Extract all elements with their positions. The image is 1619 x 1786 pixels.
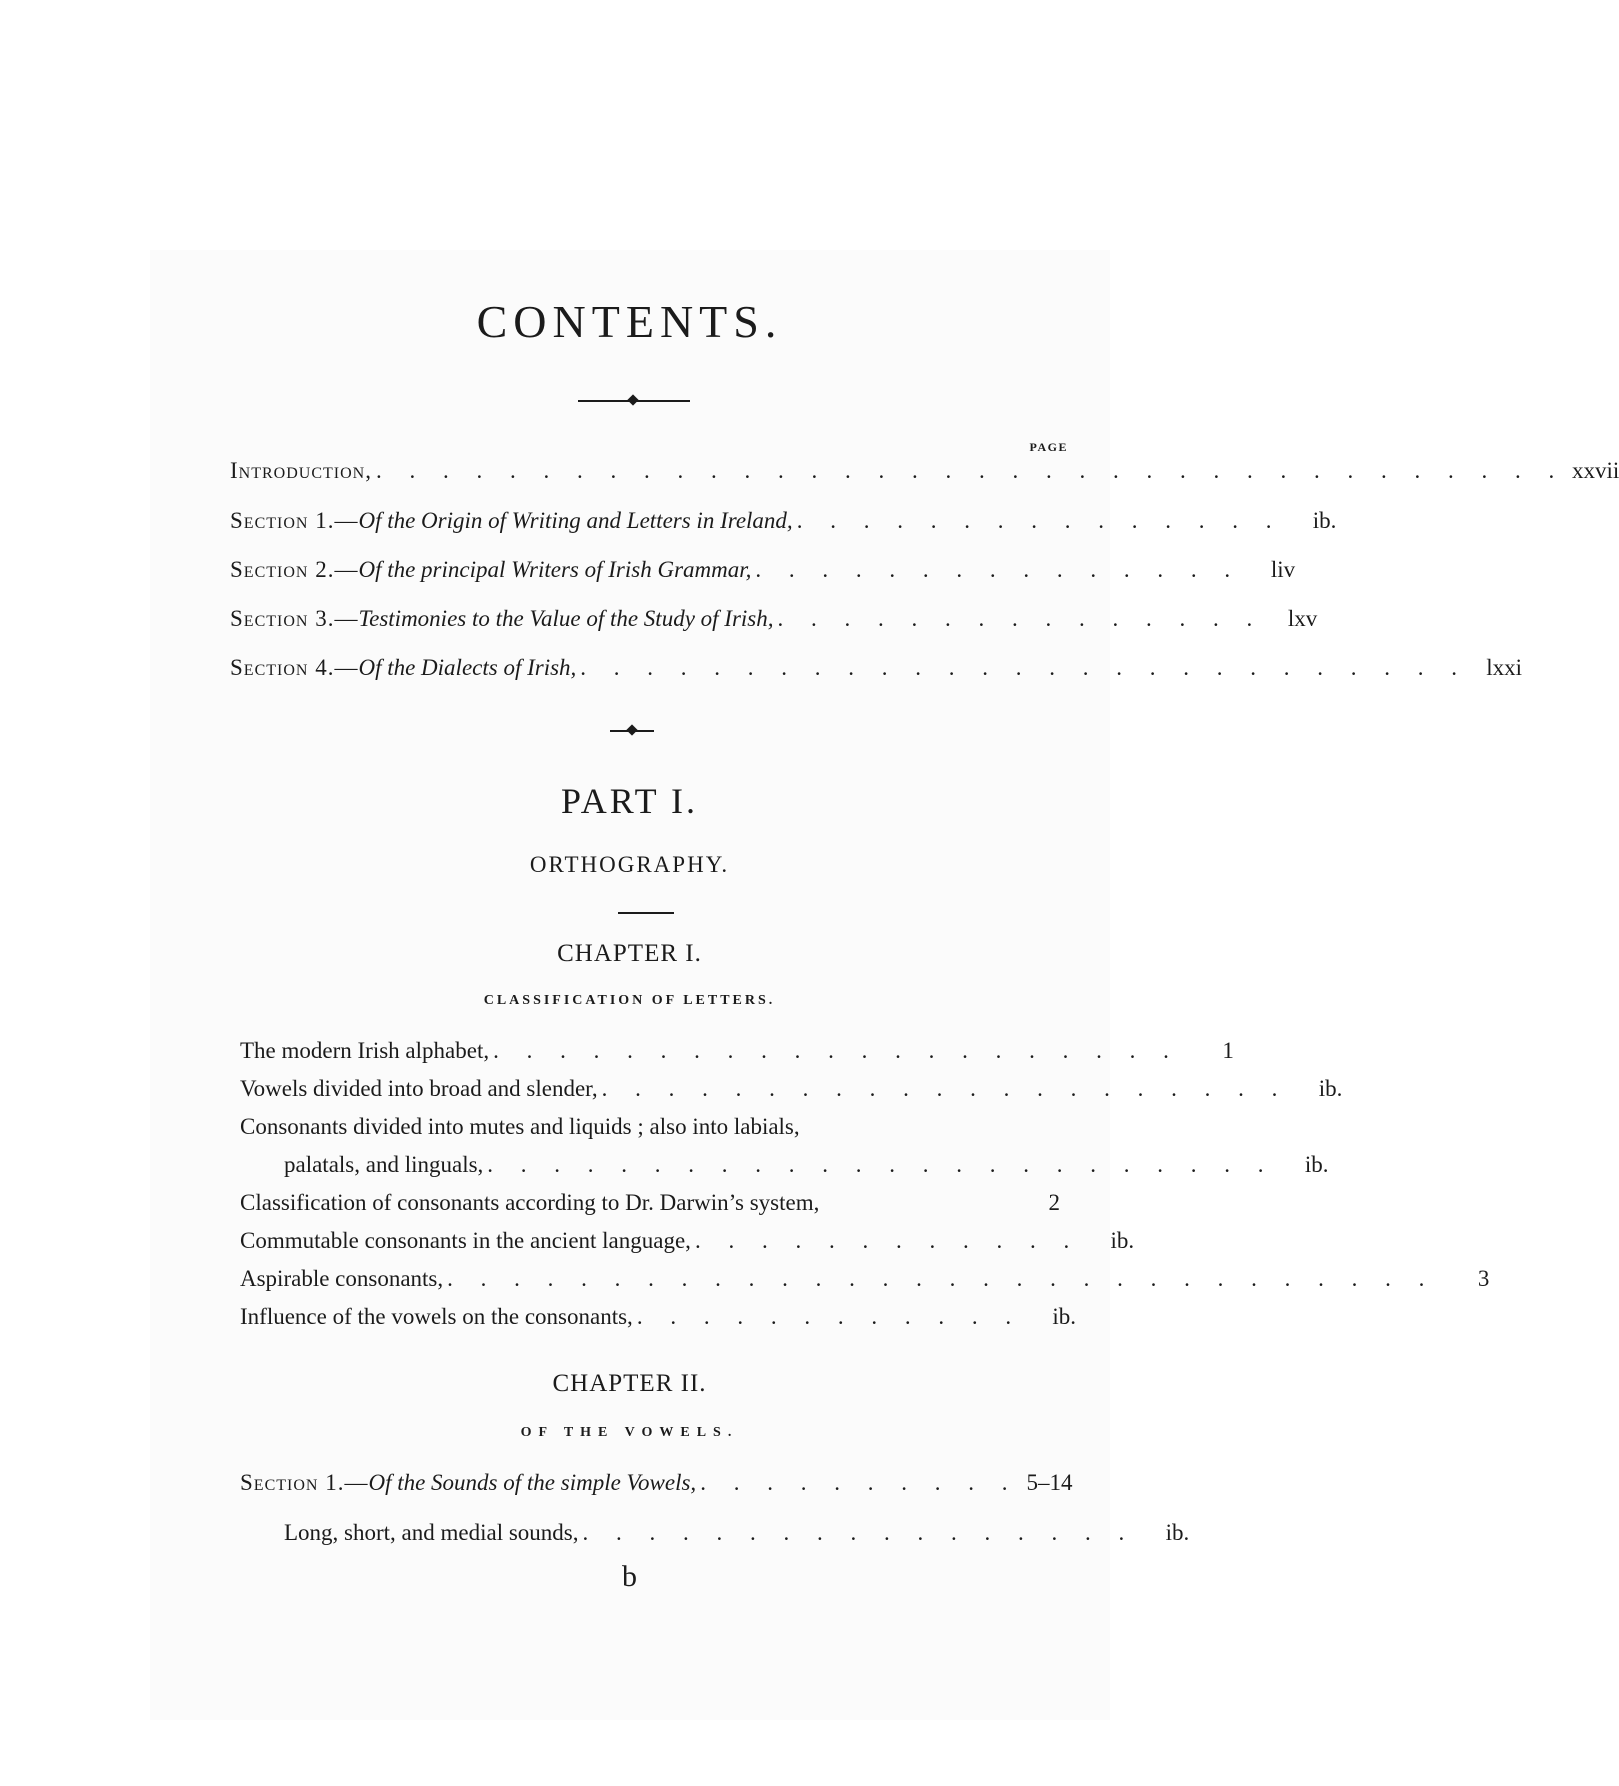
entry-label: Section 3.— bbox=[230, 606, 359, 631]
leader-dots: . . . . . . . . . . . . . . . . . . . . . . . . bbox=[487, 1152, 1275, 1177]
chapter-1-subtitle: CLASSIFICATION OF LETTERS. bbox=[483, 993, 776, 1008]
entry-page: ib. bbox=[1318, 1076, 1343, 1101]
entry-page: ib. bbox=[1110, 1228, 1135, 1253]
entry-title: Of the Sounds of the simple Vowels, bbox=[368, 1470, 697, 1495]
entry-page: ib. bbox=[1312, 508, 1337, 533]
entry-page: ib. bbox=[1304, 1152, 1329, 1177]
entry-label: Section 1.— bbox=[240, 1470, 369, 1495]
toc-entry[interactable] bbox=[240, 1114, 1060, 1140]
chapter-2-title: CHAPTER II. bbox=[552, 1370, 707, 1397]
entry-label: Introduction, bbox=[230, 458, 372, 483]
leader-dots: . . . . . . . . . . . . . . . bbox=[777, 606, 1264, 631]
entry-text: Commutable consonants in the ancient language, bbox=[240, 1228, 691, 1253]
page-title: CONTENTS. bbox=[476, 296, 783, 347]
entry-page: liv bbox=[1270, 557, 1296, 582]
chapter-1-title: CHAPTER I. bbox=[557, 940, 702, 967]
toc-entry-section-4[interactable] bbox=[230, 655, 1523, 681]
toc-entry[interactable] bbox=[240, 1038, 1234, 1064]
entry-text: Vowels divided into broad and slender, bbox=[240, 1076, 598, 1101]
leader-dots: . . . . . . . . . . . . . . . . . . . . . bbox=[601, 1076, 1289, 1101]
entry-page: 1 bbox=[1222, 1038, 1234, 1063]
entry-title: Testimonies to the Value of the Study of Irish, bbox=[358, 606, 774, 631]
entry-title: Of the Origin of Writing and Letters in Ireland, bbox=[358, 508, 793, 533]
toc-entry[interactable] bbox=[240, 1304, 1077, 1330]
leader-dots: . . . . . . . . . . . . . . . . . . . . . bbox=[493, 1038, 1180, 1063]
toc-entry-introduction[interactable] bbox=[230, 458, 1619, 484]
leader-dots: . . . . . . . . . . bbox=[700, 1470, 1019, 1495]
entry-page: lxxi bbox=[1486, 655, 1523, 680]
entry-label: Section 2.— bbox=[230, 557, 359, 582]
page-column-header: PAGE bbox=[1029, 440, 1068, 454]
toc-entry[interactable] bbox=[240, 1190, 1060, 1216]
leader-dots: . . . . . . . . . . . . . . . . . bbox=[582, 1520, 1136, 1545]
part-heading: PART I. bbox=[561, 781, 698, 821]
leader-dots: . . . . . . . . . . . . . . . bbox=[755, 557, 1242, 582]
part-subtitle: ORTHOGRAPHY. bbox=[529, 852, 730, 877]
toc-entry-section-3[interactable] bbox=[230, 606, 1318, 632]
toc-entry[interactable] bbox=[240, 1152, 1329, 1178]
entry-label: Section 1.— bbox=[230, 508, 359, 533]
toc-entry-section-2[interactable] bbox=[230, 557, 1296, 583]
leader-dots: . . . . . . . . . . . . . . . . . . . . . . . . . . . . . . bbox=[447, 1266, 1436, 1291]
entry-page: lxv bbox=[1287, 606, 1318, 631]
entry-text: Classification of consonants according to Dr. Darwin’s system, bbox=[240, 1190, 820, 1215]
ornament-rule bbox=[578, 394, 690, 408]
leader-dots: . . . . . . . . . . . . . . . bbox=[796, 508, 1283, 533]
entry-title: Of the principal Writers of Irish Grammar, bbox=[358, 557, 752, 582]
leader-dots: . . . . . . . . . . . . . . . . . . . . . . . . . . . bbox=[580, 655, 1469, 680]
leader-dots: . . . . . . . . . . . . bbox=[636, 1304, 1023, 1329]
entry-page: 2 bbox=[1048, 1190, 1060, 1215]
entry-text: The modern Irish alphabet, bbox=[240, 1038, 490, 1063]
entry-text: Aspirable consonants, bbox=[240, 1266, 444, 1291]
entry-label: Section 4.— bbox=[230, 655, 359, 680]
entry-page: 5–14 bbox=[1026, 1470, 1073, 1495]
toc-entry[interactable] bbox=[240, 1520, 1190, 1546]
toc-entry-section-1[interactable] bbox=[230, 508, 1337, 534]
entry-page: 3 bbox=[1477, 1266, 1490, 1291]
entry-text: Consonants divided into mutes and liquids ; also into labials, bbox=[240, 1114, 800, 1139]
leader-dots: . . . . . . . . . . . . . . . . . . . . . . . . . . . . . . . . . . . . bbox=[375, 458, 1566, 483]
section-rule bbox=[618, 912, 674, 914]
entry-page: xxvii bbox=[1571, 458, 1619, 483]
ornament-rule bbox=[610, 724, 654, 738]
leader-dots: . . . . . . . . . . . . bbox=[694, 1228, 1081, 1253]
signature-mark: b bbox=[622, 1560, 637, 1593]
toc-entry[interactable] bbox=[240, 1266, 1490, 1292]
entry-page: ib. bbox=[1165, 1520, 1190, 1545]
entry-title: Of the Dialects of Irish, bbox=[358, 655, 577, 680]
toc-entry-chapter2-section-1[interactable] bbox=[240, 1470, 1073, 1496]
entry-text: Long, short, and medial sounds, bbox=[284, 1520, 579, 1545]
chapter-2-subtitle: OF THE VOWELS. bbox=[520, 1425, 739, 1440]
entry-text: palatals, and linguals, bbox=[284, 1152, 484, 1177]
entry-page: ib. bbox=[1052, 1304, 1077, 1329]
toc-entry[interactable] bbox=[240, 1228, 1135, 1254]
entry-text: Influence of the vowels on the consonants, bbox=[240, 1304, 633, 1329]
toc-entry[interactable] bbox=[240, 1076, 1343, 1102]
